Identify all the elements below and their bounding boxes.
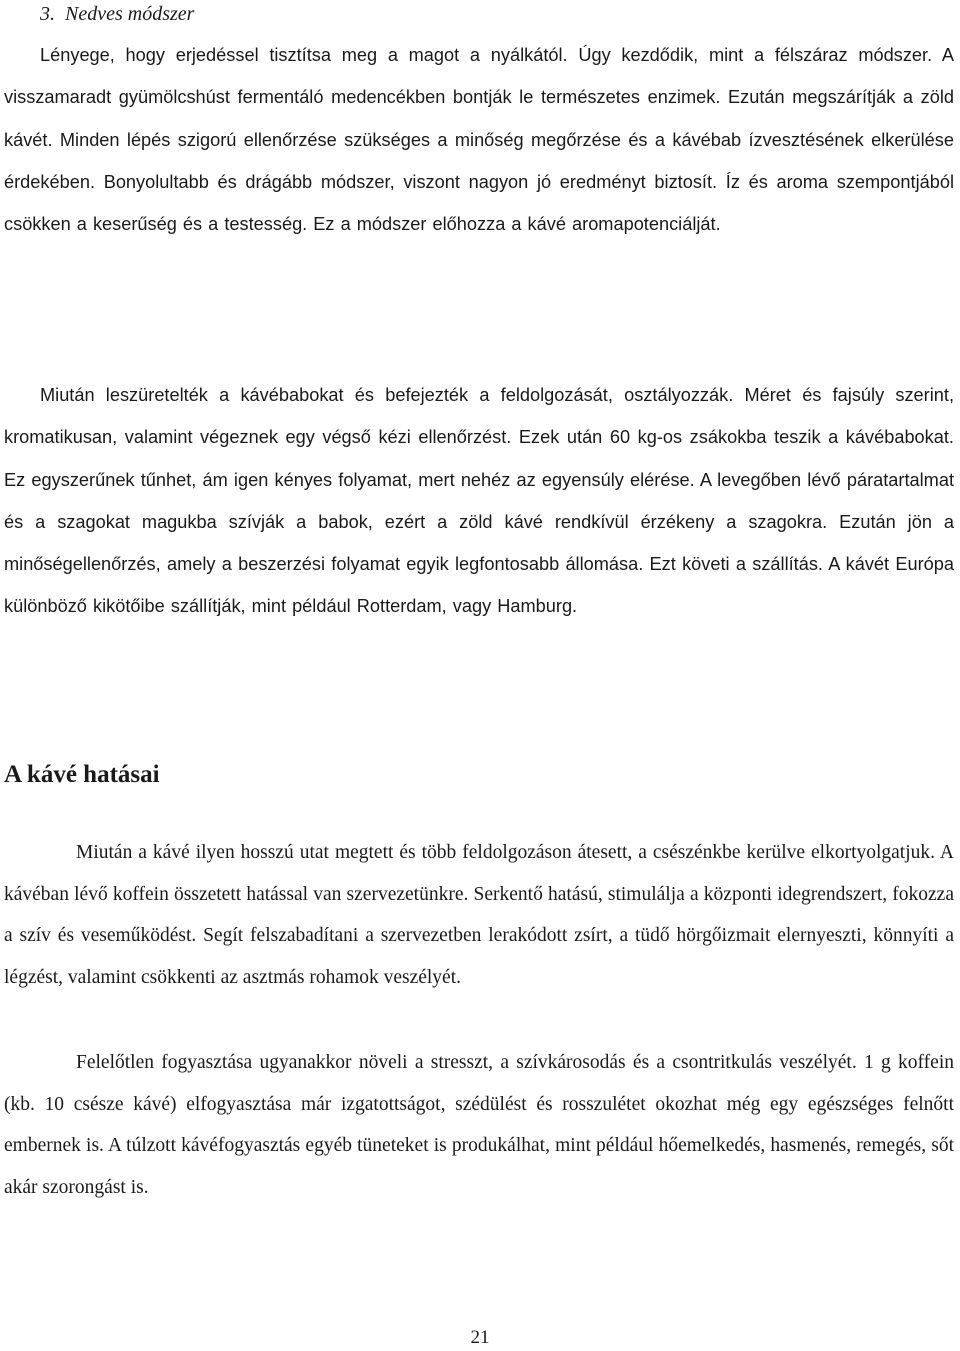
paragraph-risks: Felelőtlen fogyasztása ugyanakkor növeli a stresszt, a szívkárosodás és a csontritkulás veszélyét. 1 g koffein (kb. 10 csésze kávé) elfogyasztása már izgatottságot, szédülést és rosszulétet okozhat még egy egészséges felnőtt embernek is. A túlzott kávéfogyasztás egyéb tüneteket is produkálhat, mint például hőemelkedés, hasmenés, remegés, sőt akár szorongást is.: [4, 1052, 954, 1198]
paragraph-effects: Miután a kávé ilyen hosszú utat megtett és több feldolgozáson átesett, a csészénkbe kerülve elkortyolgatjuk. A kávéban lévő koffein összetett hatással van szervezetünkre. Serkentő hatású, stimulálja a központi idegrendszert, fokozza a szív és veseműködést. Segít felszabadítani a szervezetben lerakódott zsírt, a tüdő hörgőizmait elernyeszti, könnyíti a légzést, valamint csökkenti az asztmás rohamok veszélyét.: [4, 842, 954, 988]
document-page: [4, 0, 956, 1351]
paragraph-wet-method: Lényege, hogy erjedéssel tisztítsa meg a magot a nyálkától. Úgy kezdődik, mint a félszáraz módszer. A visszamaradt gyümölcshúst fermentáló medencékben bontják le természetes enzimek. Ezután megszárítják a zöld kávét. Minden lépés szigorú ellenőrzése szükséges a minőség megőrzése és a kávébab ízvesztésének elkerülése érdekében. Bonyolultabb és drágább módszer, viszont nagyon jó eredményt biztosít. Íz és aroma szempontjából csökken a keserűség és a testesség. Ez a módszer előhozza a kávé aromapotenciálját.: [4, 45, 954, 235]
page-number: 21: [470, 1327, 490, 1348]
section-title: A kávé hatásai: [4, 761, 160, 788]
paragraph-sorting: Miután leszüretelték a kávébabokat és befejezték a feldolgozását, osztályozzák. Méret és fajsúly szerint, kromatikusan, valamint végeznek egy végső kézi ellenőrzést. Ezek után 60 kg-os zsákokba teszik a kávébabokat. Ez egyszerűnek tűnhet, ám igen kényes folyamat, mert nehéz az egyensúly elérése. A levegőben lévő páratartalmat és a szagokat magukba szívják a babok, ezért a zöld kávé rendkívül érzékeny a szagokra. Ezután jön a minőségellenőrzés, amely a beszerzési folyamat egyik legfontosabb állomása. Ezt követi a szállítás. A kávét Európa különböző kikötőibe szállítják, mint például Rotterdam, vagy Hamburg.: [4, 385, 954, 617]
method-heading: 3. Nedves módszer: [40, 3, 195, 25]
